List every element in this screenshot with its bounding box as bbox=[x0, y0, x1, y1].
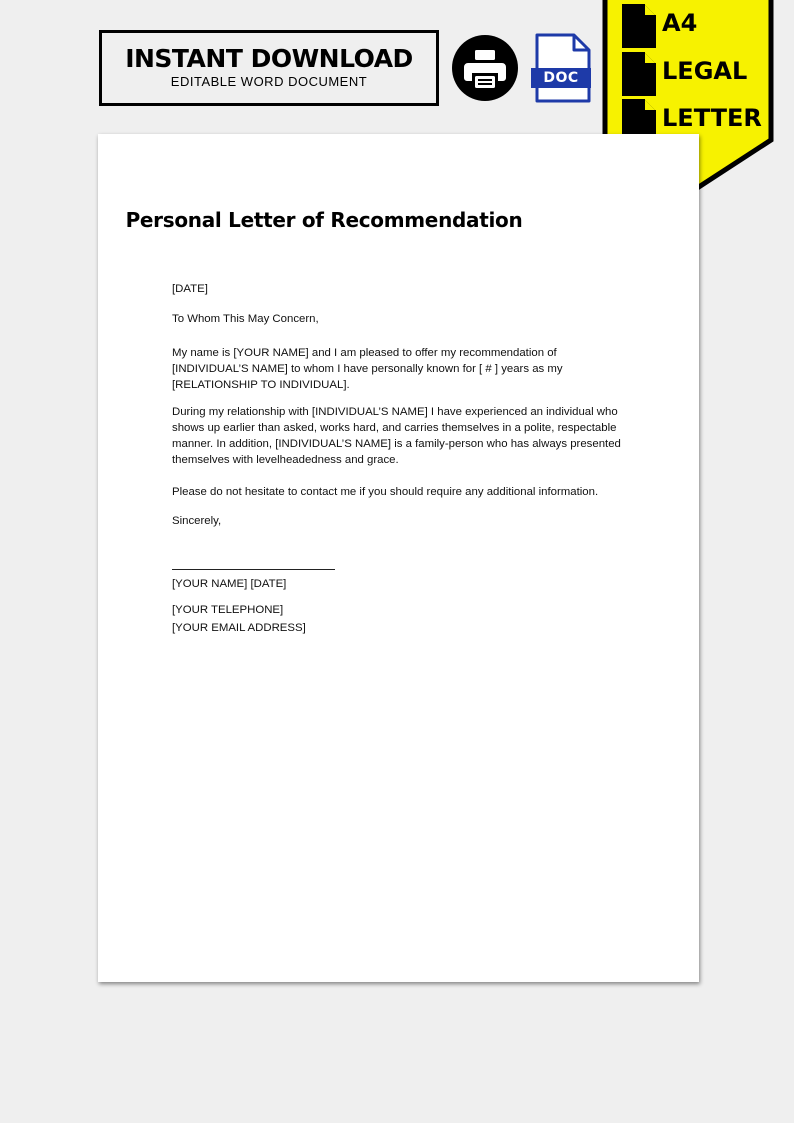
document-title: Personal Letter of Recommendation bbox=[125, 208, 523, 232]
badge-title: INSTANT DOWNLOAD bbox=[125, 44, 413, 73]
signature-name-date: [YOUR NAME] [DATE] bbox=[172, 578, 287, 590]
closing: Sincerely, bbox=[172, 515, 222, 527]
size-label-a4: A4 bbox=[662, 9, 698, 37]
instant-download-badge bbox=[99, 30, 439, 106]
page-icon bbox=[622, 4, 656, 48]
paragraph-relationship: During my relationship with [INDIVIDUAL’S NAME] I have experienced an individual who shows up earlier than asked, works hard, and carries themselves in a polite, respectable manner. In addition, [INDIVIDUAL’S NAME] is a family-person who has always presented themselves with levelheadedness and grace. bbox=[172, 406, 621, 466]
signature-line bbox=[172, 569, 335, 570]
size-label-letter: LETTER bbox=[662, 104, 762, 132]
email-line: [YOUR EMAIL ADDRESS] bbox=[172, 622, 306, 634]
printer-icon bbox=[451, 34, 519, 102]
size-label-legal: LEGAL bbox=[662, 57, 748, 85]
salutation: To Whom This May Concern, bbox=[172, 313, 319, 325]
badge-subtitle: EDITABLE WORD DOCUMENT bbox=[170, 74, 368, 89]
page-icon bbox=[622, 52, 656, 96]
doc-icon-label: DOC bbox=[543, 70, 579, 86]
document-page bbox=[98, 134, 699, 982]
paragraph-contact: Please do not hesitate to contact me if you should require any additional information. bbox=[172, 486, 599, 498]
telephone-line: [YOUR TELEPHONE] bbox=[172, 604, 284, 616]
date-line: [DATE] bbox=[172, 283, 208, 295]
paragraph-intro: My name is [YOUR NAME] and I am pleased to offer my recommendation of [INDIVIDUAL’S NAME] to whom I have personally known for [ # ] years as my [RELATIONSHIP TO INDIVIDUAL]. bbox=[172, 347, 563, 391]
